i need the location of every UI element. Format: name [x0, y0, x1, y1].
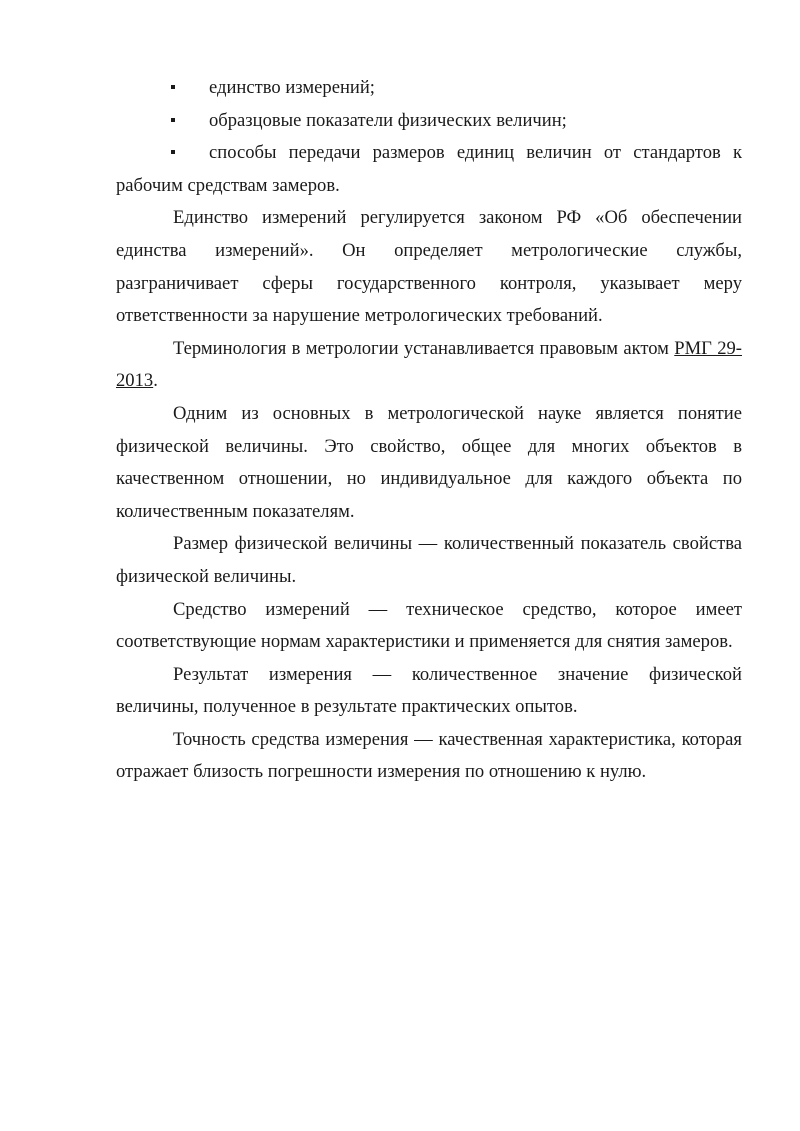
list-item	[116, 105, 742, 138]
bullet-square-icon	[171, 85, 175, 89]
bullet-text: единство измерений;	[209, 77, 375, 98]
bullet-square-icon	[171, 118, 175, 122]
bullet-list	[116, 72, 742, 202]
paragraph-text: .	[153, 370, 158, 392]
document-body	[116, 72, 742, 789]
paragraph-instrument-accuracy: Точность средства измерения — качественная характеристика, которая отражает близость погрешности измерения по отношению к нулю.	[116, 728, 742, 783]
paragraph-measuring-instrument: Средство измерений — техническое средство, которое имеет соответствующие нормам характеристики и применяется для снятия замеров.	[116, 598, 742, 653]
bullet-text: способы передачи размеров единиц величин от стандартов к рабочим средствам замеров.	[116, 142, 742, 196]
paragraph-measurement-result: Результат измерения — количественное значение физической величины, полученное в результате практических опытов.	[116, 663, 742, 718]
paragraph-measurement-unity: Единство измерений регулируется законом РФ «Об обеспечении единства измерений». Он определяет метрологические службы, разграничивает сферы государственного контроля, указывает меру ответственности за нарушение метрологических требований.	[116, 207, 742, 327]
paragraph-text: Терминология в метрологии устанавливается правовым актом	[173, 337, 675, 359]
bullet-square-icon	[171, 150, 175, 154]
paragraph-quantity-size: Размер физической величины — количественный показатель свойства физической величины.	[116, 533, 742, 587]
list-item	[116, 72, 742, 105]
bullet-text: образцовые показатели физических величин;	[209, 109, 567, 131]
rmg-document-link[interactable]: РМГ 29-2013	[116, 337, 742, 392]
list-item	[116, 137, 742, 202]
paragraph-terminology	[116, 333, 742, 398]
paragraph-physical-quantity: Одним из основных в метрологической науке является понятие физической величины. Это свойство, общее для многих объектов в качественном отношении, но индивидуальное для каждого объекта по количественным показателям.	[116, 402, 742, 522]
